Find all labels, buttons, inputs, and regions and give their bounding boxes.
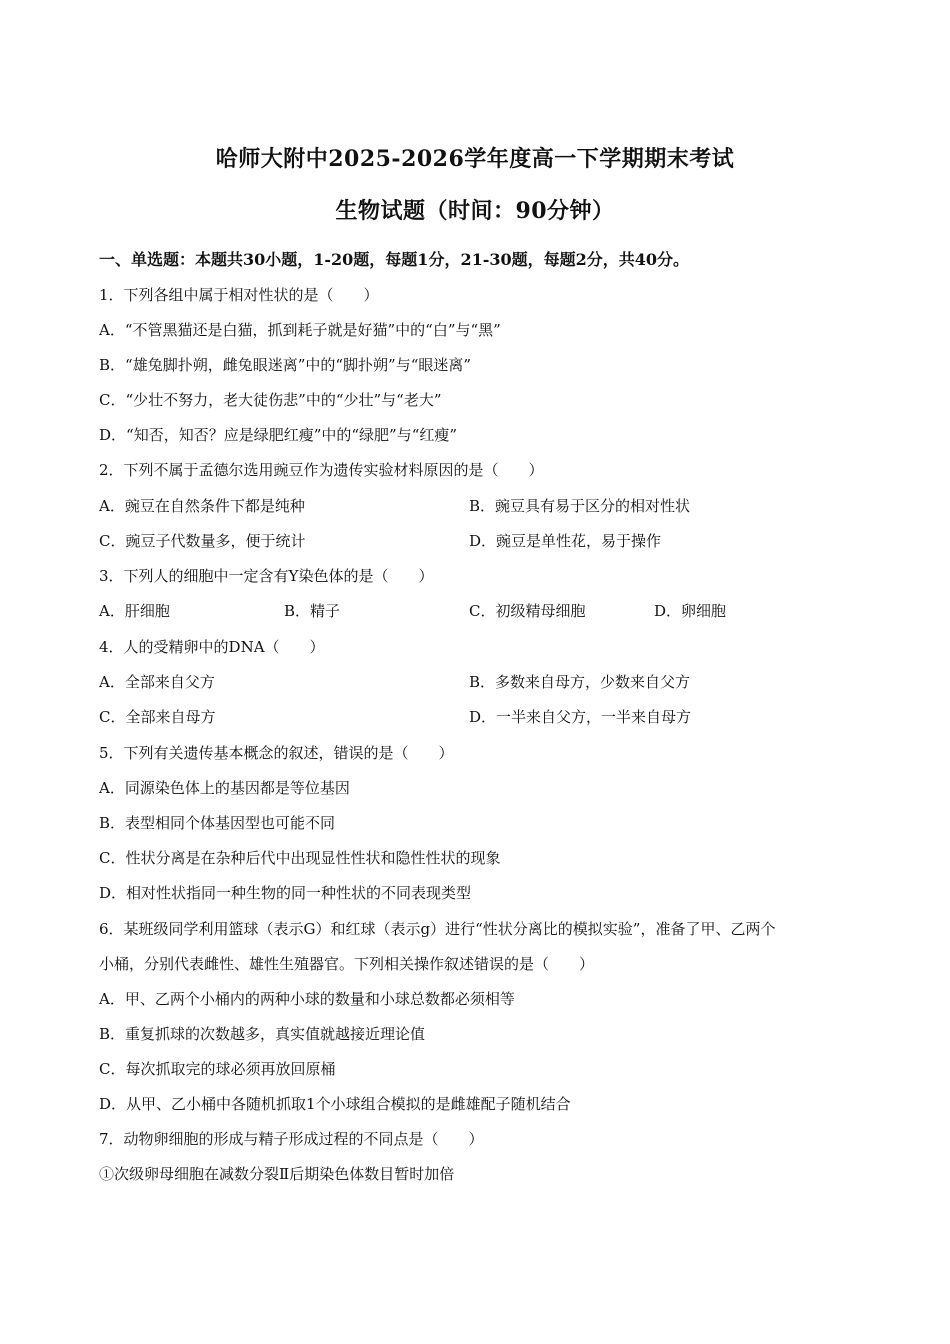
question-3-option-a: A．肝细胞 (99, 602, 170, 620)
question-6-option-a: A．甲、乙两个小桶内的两种小球的数量和小球总数都必须相等 (99, 990, 515, 1008)
question-5-option-d: D．相对性状指同一种生物的同一种性状的不同表现类型 (99, 884, 472, 902)
question-4-option-c: C．全部来自母方 (99, 708, 216, 726)
question-2-stem: 2．下列不属于孟德尔选用豌豆作为遗传实验材料原因的是（ ） (99, 461, 544, 479)
question-2-option-a: A．豌豆在自然条件下都是纯种 (99, 497, 305, 515)
exam-title: 哈师大附中2025-2026学年度高一下学期期末考试 (215, 146, 735, 172)
question-4-option-b: B．多数来自母方，少数来自父方 (469, 673, 691, 691)
question-7-item-1: ①次级卵母细胞在减数分裂Ⅱ后期染色体数目暂时加倍 (99, 1165, 455, 1183)
question-4-option-a: A．全部来自父方 (99, 673, 215, 691)
question-2-option-b: B．豌豆具有易于区分的相对性状 (469, 497, 691, 515)
question-5-option-a: A．同源染色体上的基因都是等位基因 (99, 779, 350, 797)
question-2-option-c: C．豌豆子代数量多，便于统计 (99, 532, 306, 550)
question-1-option-c: C．“少壮不努力，老大徒伤悲”中的“少壮”与“老大” (99, 391, 442, 409)
section-heading: 一、单选题：本题共30小题，1-20题，每题1分，21-30题，每题2分，共40分。 (99, 250, 690, 269)
question-6-option-d: D．从甲、乙小桶中各随机抓取1个小球组合模拟的是雌雄配子随机结合 (99, 1095, 571, 1113)
question-6-option-b: B．重复抓球的次数越多，真实值就越接近理论值 (99, 1025, 426, 1043)
question-5-option-b: B．表型相同个体基因型也可能不同 (99, 814, 336, 832)
question-3-option-b: B．精子 (284, 602, 341, 620)
question-1-option-a: A．“不管黑猫还是白猫，抓到耗子就是好猫”中的“白”与“黑” (99, 321, 501, 339)
question-5-option-c: C．性状分离是在杂种后代中出现显性性状和隐性性状的现象 (99, 849, 501, 867)
question-4-stem: 4．人的受精卵中的DNA（ ） (99, 638, 325, 656)
question-1-stem: 1．下列各组中属于相对性状的是（ ） (99, 286, 379, 304)
question-3-stem: 3．下列人的细胞中一定含有Y染色体的是（ ） (99, 567, 434, 585)
question-5-stem: 5．下列有关遗传基本概念的叙述，错误的是（ ） (99, 744, 454, 762)
question-1-option-d: D．“知否，知否？应是绿肥红瘦”中的“绿肥”与“红瘦” (99, 426, 458, 444)
question-7-stem: 7．动物卵细胞的形成与精子形成过程的不同点是（ ） (99, 1130, 484, 1148)
question-6-option-c: C．每次抓取完的球必须再放回原桶 (99, 1060, 336, 1078)
question-6-stem-line-1: 6．某班级同学利用篮球（表示G）和红球（表示g）进行“性状分离比的模拟实验”，准备了甲、乙两个 (99, 920, 776, 938)
question-3-option-c: C．初级精母细胞 (469, 602, 586, 620)
question-2-option-d: D．豌豆是单性花，易于操作 (469, 532, 662, 550)
exam-subtitle: 生物试题（时间：90分钟） (335, 198, 615, 224)
question-4-option-d: D．一半来自父方，一半来自母方 (469, 708, 692, 726)
question-6-stem-line-2: 小桶，分别代表雌性、雄性生殖器官。下列相关操作叙述错误的是（ ） (99, 955, 595, 973)
question-3-option-d: D．卵细胞 (654, 602, 727, 620)
question-1-option-b: B．“雄兔脚扑朔，雌兔眼迷离”中的“脚扑朔”与“眼迷离” (99, 356, 472, 374)
